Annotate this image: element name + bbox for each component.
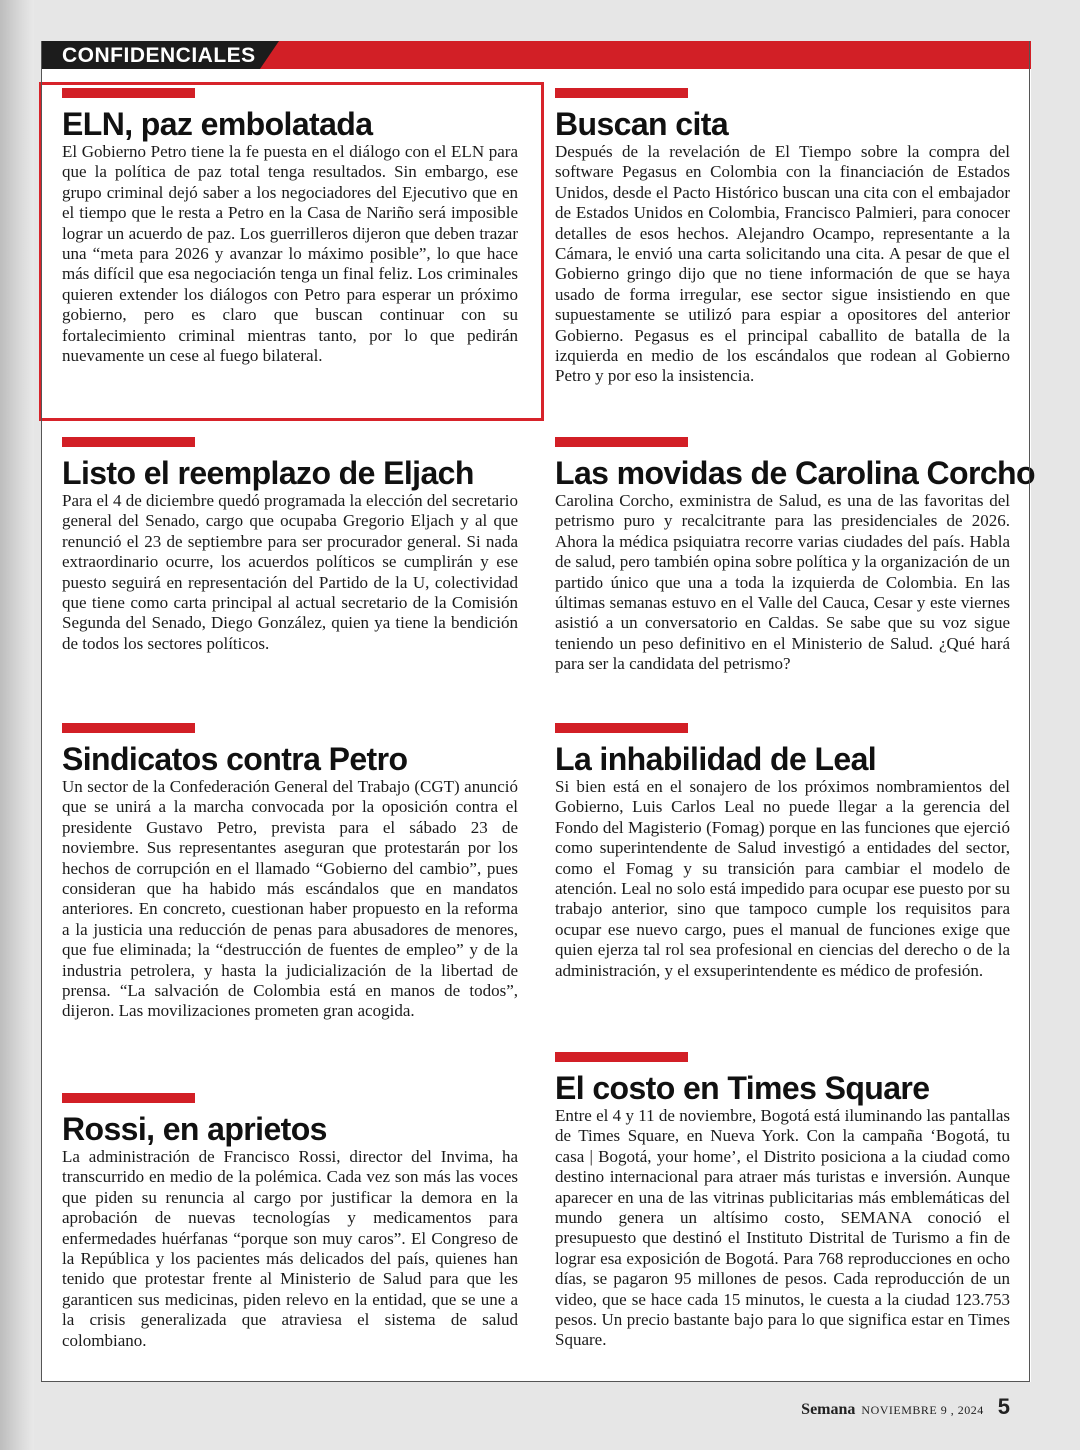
article-accent-rule: [555, 723, 688, 733]
article-buscan-cita: [555, 88, 1010, 387]
page-footer: [801, 1394, 1010, 1424]
article-headline: La inhabilidad de Leal: [555, 741, 877, 777]
article-accent-rule: [555, 437, 688, 447]
article-corcho: [555, 437, 1035, 675]
article-headline: Sindicatos contra Petro: [62, 741, 408, 777]
article-headline: ELN, paz embolatada: [62, 106, 373, 142]
article-accent-rule: [62, 437, 195, 447]
article-accent-rule: [62, 723, 195, 733]
article-sindicatos: [62, 723, 518, 1022]
article-accent-rule: [555, 88, 688, 98]
article-accent-rule: [555, 1052, 688, 1062]
article-leal: [555, 723, 1010, 981]
article-headline: Buscan cita: [555, 106, 729, 142]
article-body: Después de la revelación de El Tiempo sobre la compra del software Pegasus en Colombia con la financiación de Estados Unidos, desde el Pacto Histórico buscan una cita con el embajador de Estados Unidos en Colombia, Francisco Palmieri, para conocer detalles de esos hechos. Alejandro Ocampo, representante a la Cámara, le envió una carta solicitando una cita. A pesar de que el Gobierno gringo dijo que no tiene información de que se haya usado de forma irregular, ese sector sigue insistiendo en que supuestamente se utilizó para espiar a opositores del anterior Gobierno. Pegasus es el principal caballito de batalla de la izquierda en medio de los escándalos que rodean al Gobierno Petro y por eso la insistencia.: [555, 142, 1010, 386]
article-body: Un sector de la Confederación General del Trabajo (CGT) anunció que se unirá a la marcha convocada por la oposición contra el presidente Gustavo Petro, prevista para el sábado 23 de noviembre. Sus representantes aseguran que protestarán por los hechos de corrupción en el llamado “Gobierno del cambio”, pues consideran que ha habido más escándalos que en mandatos anteriores. En concreto, cuestionan haber propuesto en la reforma a la justicia una reducción de penas para abusadores de menores, que fue eliminada; la “destrucción de fuentes de empleo” y de la industria petrolera, y hasta la judicialización de la libertad de prensa. “La salvación de Colombia está en manos de todos”, dijeron. Las movilizaciones prometen gran acogida.: [62, 777, 518, 1021]
article-body: Entre el 4 y 11 de noviembre, Bogotá está iluminando las pantallas de Times Square, en Nueva York. Con la campaña ‘Bogotá, tu casa | Bogotá, your home’, el Distrito posiciona a la ciudad como destino internacional para atraer más turistas e inversión. Aunque aparecer en una de las vitrinas publicitarias más emblemáticas del mundo genera un altísimo costo, SEMANA conoció el presupuesto que destinó el Instituto Distrital de Turismo a fin de lograr esa exposición de Bogotá. Para 768 reproducciones en ocho días, se pagaron 95 millones de pesos. Cada reproducción de un video, que se hace cada 15 minutos, le cuesta a la ciudad 123.753 pesos. Un precio bastante bajo para lo que significa estar en Times Square.: [555, 1106, 1010, 1350]
article-accent-rule: [62, 1093, 195, 1103]
article-eljach: [62, 437, 518, 654]
issue-date: NOVIEMBRE 9 , 2024: [861, 1403, 984, 1417]
section-title: CONFIDENCIALES: [62, 44, 256, 67]
article-rossi: [62, 1093, 518, 1351]
article-body: El Gobierno Petro tiene la fe puesta en el diálogo con el ELN para que la política de paz total tenga resultados. Sin embargo, ese grupo criminal dejó saber a los negociadores del Ejecutivo que en el tiempo que le resta a Petro en la Casa de Nariño será imposible lograr un acuerdo de paz. Los guerrilleros dijeron que deben trazar una “meta para 2026 y avanzar lo máximo posible”, lo que hace más difícil que esa negociación tenga un final feliz. Los criminales quieren extender los diálogos con Petro para esperar un próximo gobierno, pero es claro que buscan continuar con su fortalecimiento criminal mientras tanto, por lo que pedirán nuevamente un cese al fuego bilateral.: [62, 142, 518, 366]
highlight-box: [39, 82, 544, 421]
article-headline: Rossi, en aprietos: [62, 1111, 327, 1147]
article-headline: Las movidas de Carolina Corcho: [555, 455, 1035, 491]
article-body: Si bien está en el sonajero de los próximos nombramientos del Gobierno, Luis Carlos Leal no puede llegar a la gerencia del Fondo del Magisterio (Fomag) porque en las funciones que ejerció como superintendente de Salud investigó a entidades del sector, como el Fomag y su transición para cambiar el modelo de atención. Leal no solo está impedido para ocupar ese puesto por su trabajo anterior, sino que tampoco cumple los requisitos para ocupar ese nuevo cargo, pues el manual de funciones exige que quien ejerza tal rol sea profesional en ciencias del derecho o de la administración, y el exsuperintendente es médico de profesión.: [555, 777, 1010, 980]
publication-name: Semana: [801, 1401, 856, 1418]
article-times-square: [555, 1052, 1010, 1351]
page-number: 5: [997, 1394, 1010, 1419]
article-headline: Listo el reemplazo de Eljach: [62, 455, 474, 491]
article-headline: El costo en Times Square: [555, 1070, 930, 1106]
article-body: Carolina Corcho, exministra de Salud, es una de las favoritas del petrismo puro y recalcitrante para las presidenciales de 2026. Ahora la médica psiquiatra recorre varias ciudades del país. Habla de salud, pero también opina sobre política y la organización de un partido único que una a toda la izquierda de Colombia. En las últimas semanas estuvo en el Valle del Cauca, Cesar y este viernes asistió a un conversatorio en Caldas. Se sabe que su voz sigue teniendo un peso definitivo en el Ministerio de Salud. ¿Qué hará para ser la candidata del petrismo?: [555, 491, 1010, 674]
article-body: La administración de Francisco Rossi, director del Invima, ha transcurrido en medio de la polémica. Cada vez son más las voces que piden su renuncia al cargo por justificar la demora en la aprobación de nuevas tecnologías y medicamentos para enfermedades huérfanas “porque son muy caros”. El Congreso de la República y los pacientes más delicados del país, quienes han tenido que protestar frente al Ministerio de Salud para que les garanticen sus medicinas, piden relevo en la entidad, que se une a la crisis generalizada que atraviesa el sistema de salud colombiano.: [62, 1147, 518, 1350]
article-body: Para el 4 de diciembre quedó programada la elección del secretario general del Senado, cargo que ocupaba Gregorio Eljach y al que renunció el 23 de septiembre para ser procurador general. Si nada extraordinario ocurre, los acuerdos políticos se cumplirán y ese puesto seguirá en representación del Partido de la U, colectividad que tiene como carta principal al actual secretario de la Comisión Segunda del Senado, Diego González, quien ya tiene la bendición de todos los sectores políticos.: [62, 491, 518, 653]
page-gutter-shadow: [0, 0, 34, 1450]
